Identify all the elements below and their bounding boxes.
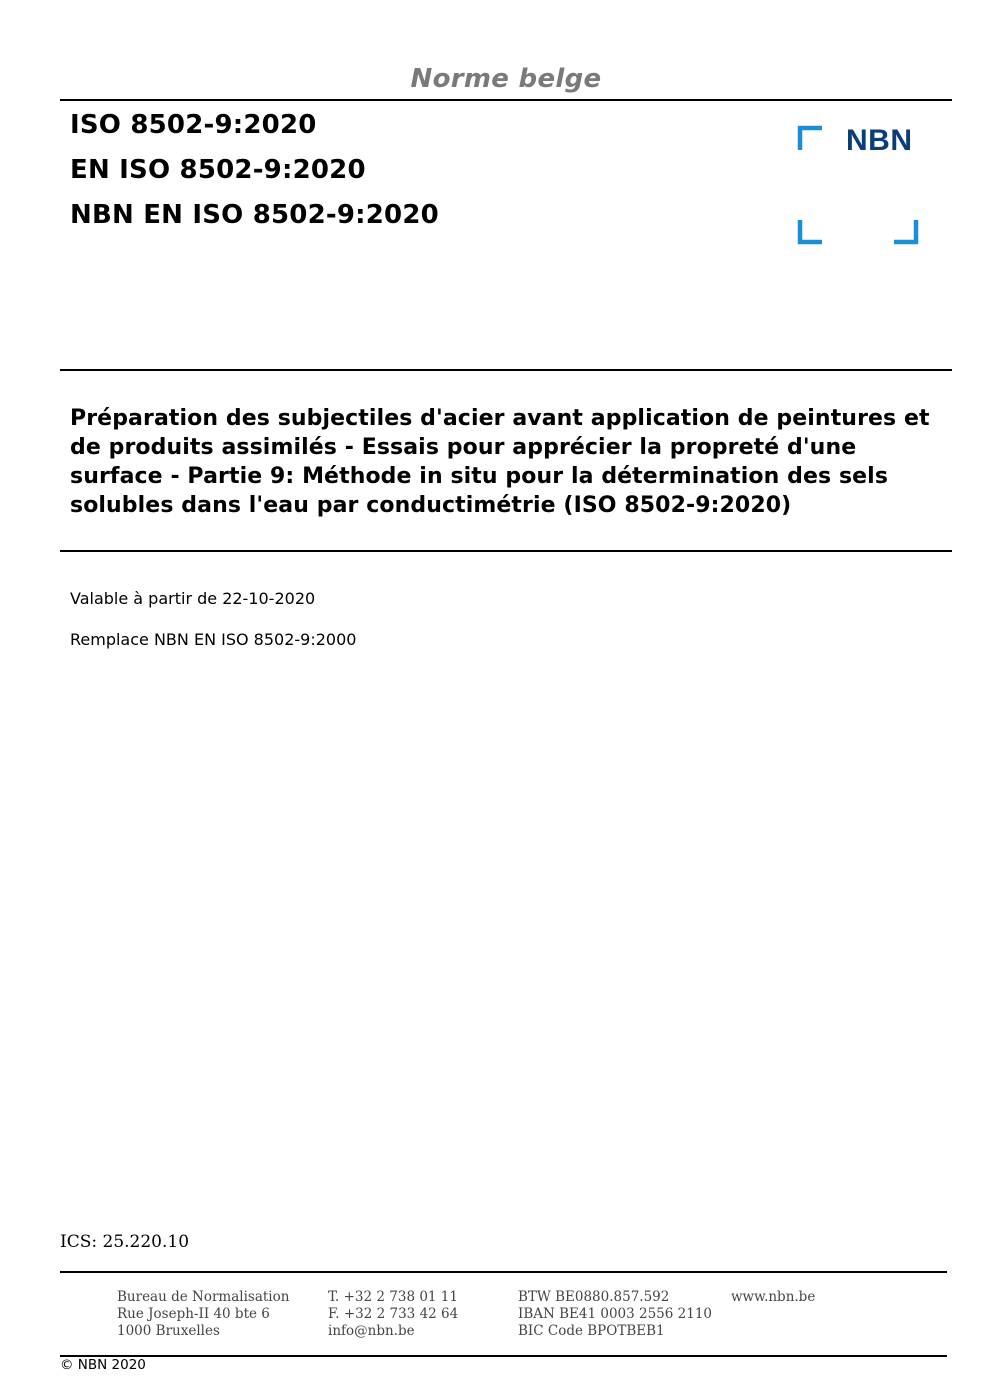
- header-divider: [60, 99, 952, 101]
- nbn-logo: [796, 124, 920, 248]
- logo-text: NBN: [846, 124, 913, 157]
- valid-from: Valable à partir de 22-10-2020: [70, 589, 316, 608]
- footer-phone: T. +32 2 738 01 11: [328, 1289, 458, 1305]
- document-title: Préparation des subjectiles d'acier avant application de peintures et de produits assimilés - Essais pour apprécier la propreté d'une surface - Partie 9: Méthode in situ pour la détermination des sels solubles dans l'eau par conductimétrie (ISO 8502-9:2020): [70, 406, 930, 518]
- replaces: Remplace NBN EN ISO 8502-9:2000: [70, 630, 357, 649]
- ics-code: ICS: 25.220.10: [60, 1232, 190, 1252]
- en-iso-code: EN ISO 8502-9:2020: [70, 155, 366, 185]
- document-header-title: Norme belge: [410, 64, 602, 94]
- footer-vat: BTW BE0880.857.592: [518, 1289, 670, 1305]
- nbn-en-iso-code: NBN EN ISO 8502-9:2020: [70, 200, 439, 230]
- footer-email[interactable]: info@nbn.be: [328, 1323, 415, 1339]
- footer-iban: IBAN BE41 0003 2556 2110: [518, 1306, 713, 1322]
- logo-corner-bottom-right: [894, 220, 916, 242]
- logo-corner-top-left: [800, 128, 822, 150]
- footer-web: [731, 1289, 815, 1306]
- footer-address: [117, 1289, 289, 1340]
- footer-address-line: Rue Joseph-II 40 bte 6: [117, 1306, 270, 1322]
- footer-bic: BIC Code BPOTBEB1: [518, 1323, 665, 1339]
- iso-code: ISO 8502-9:2020: [70, 110, 317, 140]
- copyright: © NBN 2020: [60, 1357, 146, 1373]
- footer-website-link[interactable]: www.nbn.be: [731, 1289, 816, 1305]
- footer-fax: F. +32 2 733 42 64: [328, 1306, 459, 1322]
- codes-divider: [60, 369, 952, 371]
- footer-bank: [518, 1289, 712, 1340]
- footer-address-line: Bureau de Normalisation: [117, 1289, 290, 1305]
- footer-top-divider: [60, 1271, 947, 1273]
- title-divider: [60, 550, 952, 552]
- footer-contact: [328, 1289, 458, 1340]
- logo-corner-bottom-left: [800, 220, 822, 242]
- footer-bottom-divider: [60, 1355, 947, 1357]
- footer-address-line: 1000 Bruxelles: [117, 1323, 220, 1339]
